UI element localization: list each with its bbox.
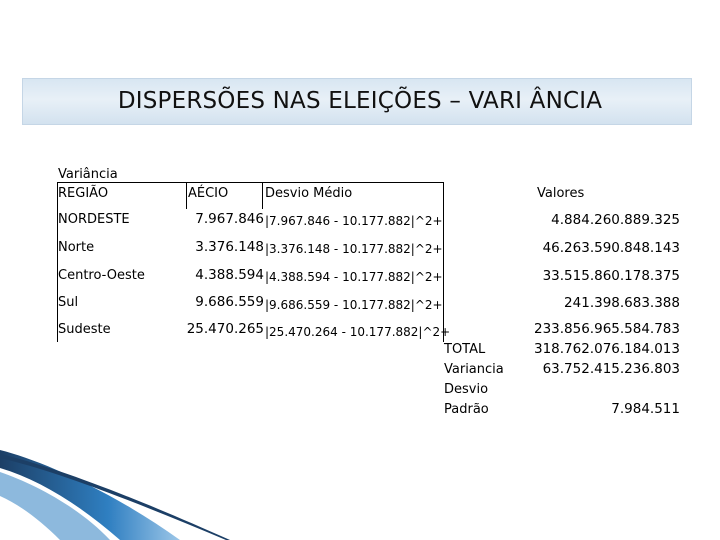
decorative-swoosh	[0, 450, 260, 540]
row-aecio: 3.376.148	[195, 239, 264, 255]
row-valor: 4.884.260.889.325	[551, 212, 680, 228]
header-valores: Valores	[537, 186, 585, 201]
desvio-label: Desvio	[444, 382, 489, 397]
row-formula: |7.967.846 - 10.177.882|^2+	[265, 214, 443, 228]
row-aecio: 9.686.559	[195, 294, 264, 310]
desvio-padrao-value: 7.984.511	[611, 401, 680, 417]
variancia-value: 63.752.415.236.803	[542, 361, 680, 377]
table-caption: Variância	[58, 167, 118, 182]
header-region: REGIÃO	[58, 186, 109, 201]
row-valor: 233.856.965.584.783	[533, 321, 680, 337]
total-value: 318.762.076.184.013	[533, 341, 680, 357]
table-header-divider	[186, 182, 187, 209]
table-right-rule	[443, 182, 444, 342]
row-aecio: 7.967.846	[195, 211, 264, 227]
row-aecio: 4.388.594	[195, 267, 264, 283]
row-region: Sul	[58, 295, 79, 310]
row-valor: 241.398.683.388	[564, 295, 680, 311]
table-header-divider-2	[262, 182, 263, 209]
row-formula: |3.376.148 - 10.177.882|^2+	[265, 242, 443, 256]
total-label: TOTAL	[444, 342, 486, 357]
table-left-rule	[57, 182, 58, 342]
row-region: Sudeste	[58, 322, 111, 337]
row-formula: |4.388.594 - 10.177.882|^2+	[265, 270, 443, 284]
row-formula: |9.686.559 - 10.177.882|^2+	[265, 298, 443, 312]
row-valor: 46.263.590.848.143	[542, 240, 680, 256]
row-valor: 33.515.860.178.375	[542, 268, 680, 284]
row-formula: |25.470.264 - 10.177.882|^2+	[265, 325, 451, 339]
slide-title: DISPERSÕES NAS ELEIÇÕES – VARI ÂNCIA	[117, 88, 603, 114]
table-top-rule	[57, 182, 444, 183]
variancia-label: Variancia	[444, 362, 504, 377]
padrao-label: Padrão	[444, 402, 489, 417]
header-desvio-medio: Desvio Médio	[265, 186, 353, 201]
row-region: Centro-Oeste	[58, 268, 145, 283]
header-aecio: AÉCIO	[188, 186, 229, 201]
row-region: Norte	[58, 240, 95, 255]
row-aecio: 25.470.265	[186, 321, 264, 337]
row-region: NORDESTE	[58, 212, 130, 227]
